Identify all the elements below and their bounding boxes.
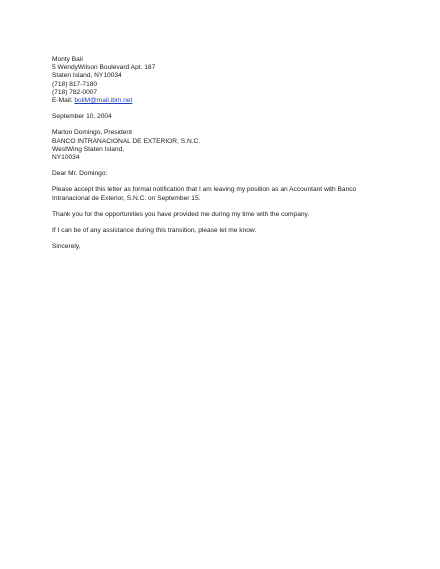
- sender-address-line2: Staten Island, NY10034: [52, 72, 122, 80]
- letter-date-block: [52, 113, 392, 121]
- recipient-address-line2: NY10034: [52, 154, 80, 162]
- recipient-address-line1: WestWing Staten Island,: [52, 145, 125, 153]
- sender-address-line1: 5 WendyWilson Boulevard Apt. 187: [52, 64, 156, 72]
- letter-date: September 10, 2004: [52, 113, 112, 121]
- sender-phone-2: (718) 782-0007: [52, 88, 98, 96]
- sender-phone-1: (718) 817-7180: [52, 80, 98, 88]
- salutation: Dear Mr. Domingo:: [52, 170, 108, 178]
- recipient-company: BANCO INTRANACIONAL DE EXTERIOR, S.N.C.: [52, 137, 201, 145]
- sender-email-link[interactable]: boilM@mail.ibm.net: [74, 97, 133, 105]
- closing-block: [52, 243, 392, 251]
- letter-page: [52, 56, 392, 259]
- sender-address-block: [52, 56, 392, 105]
- recipient-address-block: [52, 129, 392, 162]
- closing: Sincerely,: [52, 243, 81, 251]
- sender-email-line: [52, 97, 392, 105]
- sender-name: Monty Bail: [52, 56, 83, 63]
- recipient-name-title: Marlon Domingo, President: [52, 129, 132, 137]
- body-paragraph-1: Please accept this letter as formal notification that I am leaving my position as an Accountant with Banco Intranacional de Exterior, S.N.C. on September 15.: [52, 186, 357, 202]
- body-paragraph-2: Thank you for the opportunities you have provided me during my time with the company.: [52, 210, 310, 218]
- sender-email-label: E-Mail:: [52, 97, 75, 105]
- body-paragraph-3: If I can be of any assistance during this transition, please let me know.: [52, 227, 257, 235]
- salutation-block: [52, 170, 392, 178]
